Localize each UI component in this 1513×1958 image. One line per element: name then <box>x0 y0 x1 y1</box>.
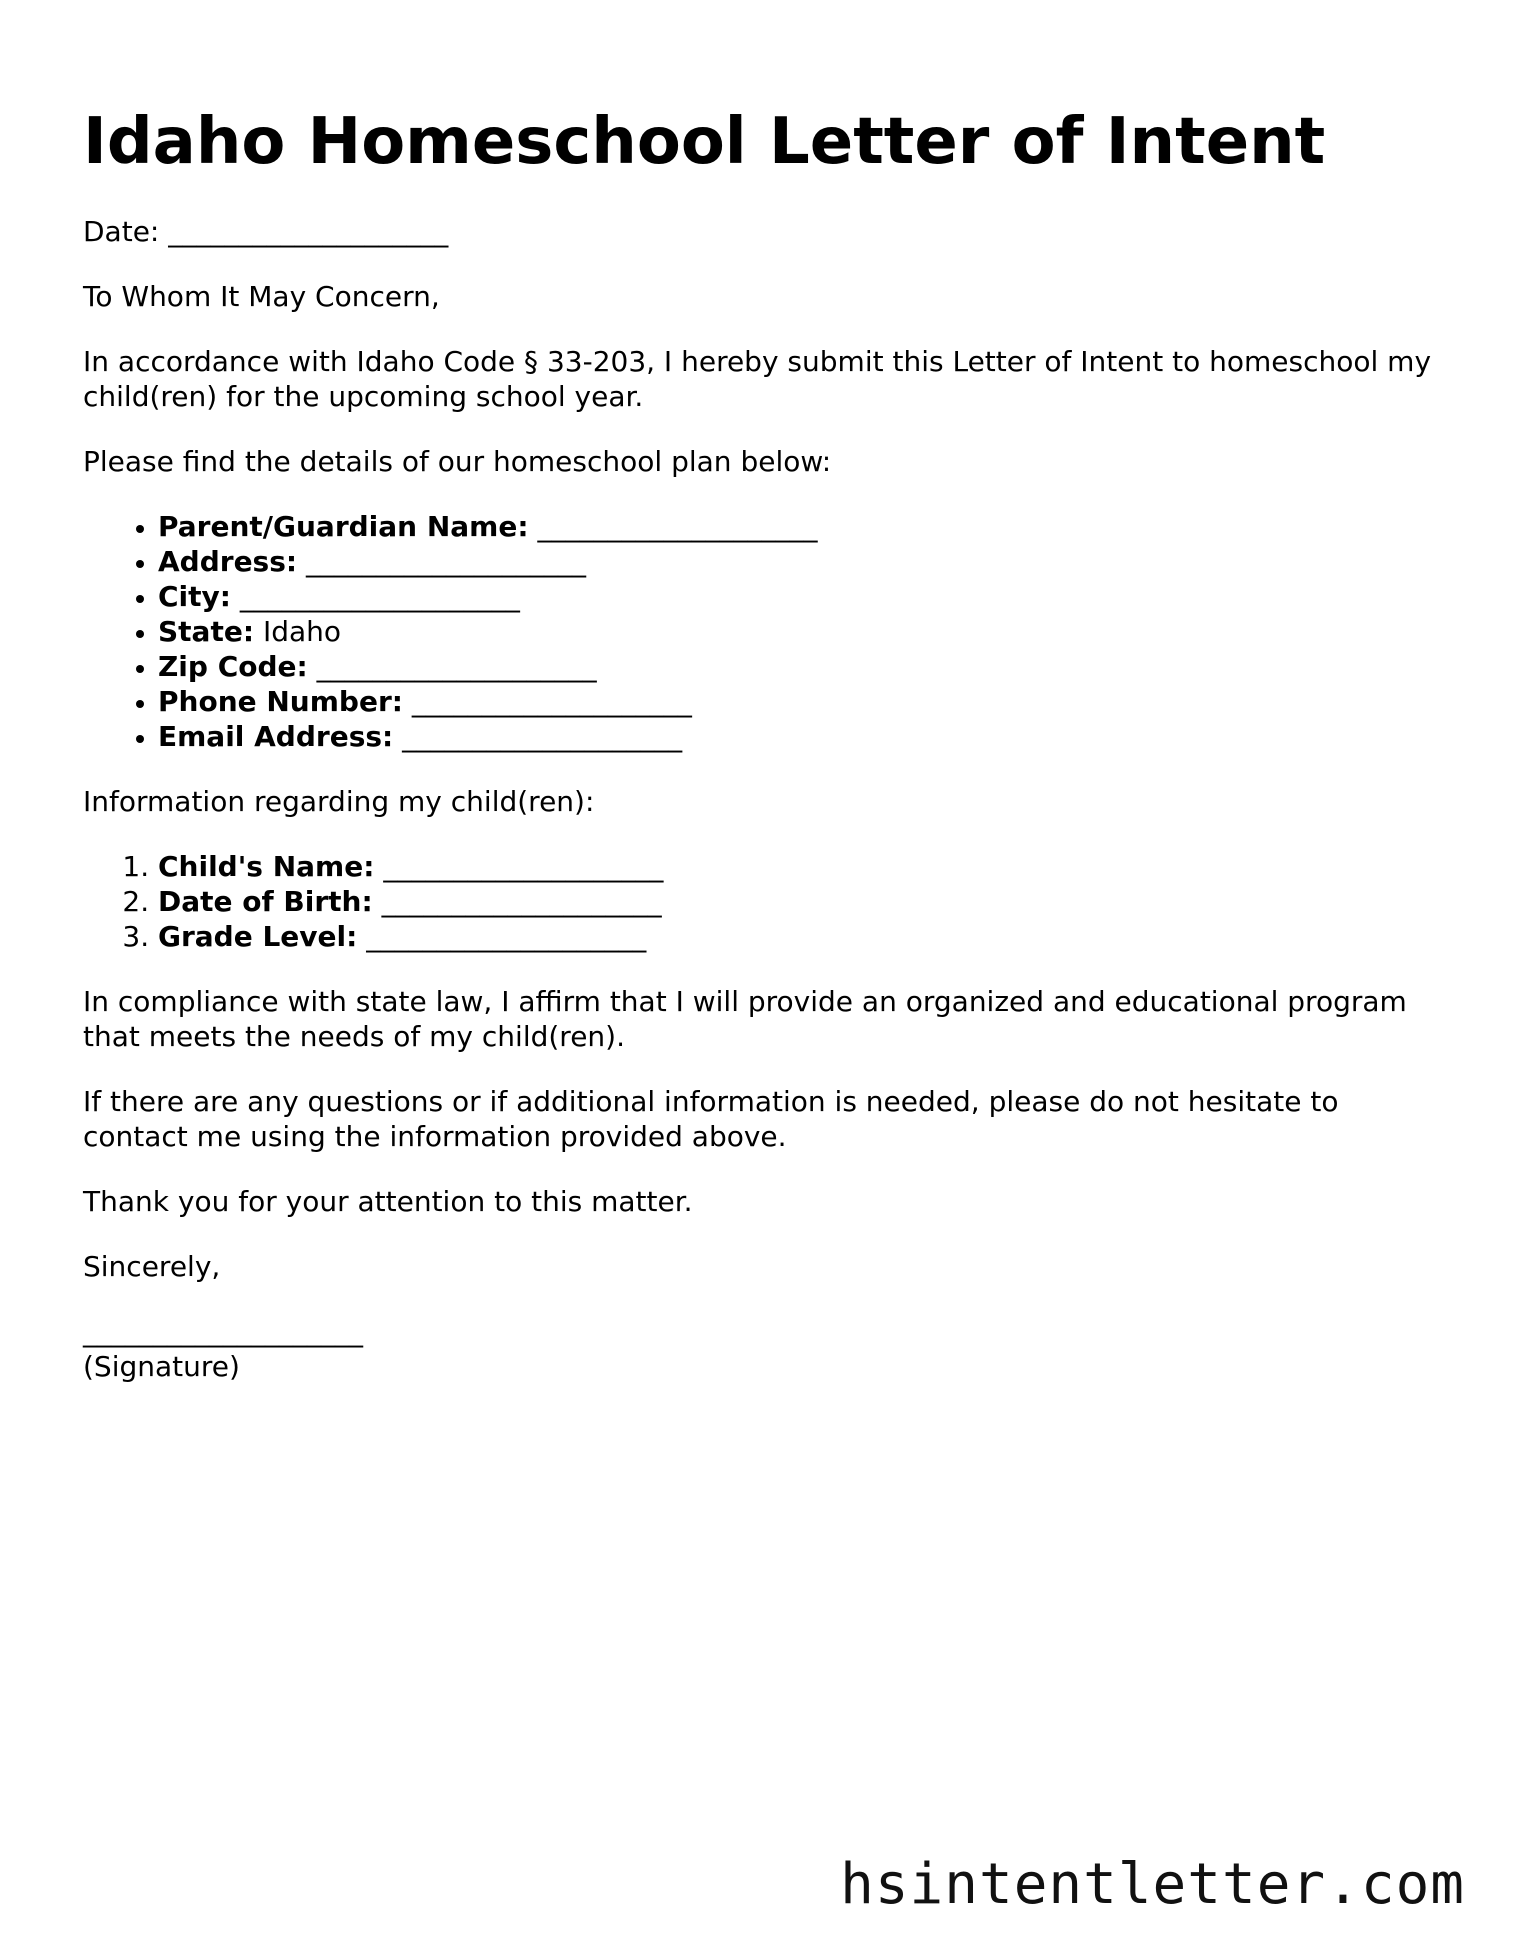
letter-body <box>83 214 1443 1384</box>
field-label: Date of Birth: <box>158 885 373 918</box>
field-value: ____________________ <box>383 850 664 883</box>
salutation: To Whom It May Concern, <box>83 280 440 313</box>
field-label: City: <box>158 580 231 613</box>
site-watermark: hsintentletter.com <box>840 1852 1465 1917</box>
list-item-zip-code <box>158 649 1443 684</box>
field-label: Parent/Guardian Name: <box>158 510 529 543</box>
compliance-paragraph: In compliance with state law, I affirm that I will provide an organized and educational program that meets the needs of my child(ren). <box>83 985 1407 1053</box>
field-label: Email Address: <box>158 720 394 753</box>
thanks-paragraph: Thank you for your attention to this matter. <box>83 1185 693 1218</box>
list-item-state <box>158 614 1443 649</box>
field-value: ____________________ <box>381 885 662 918</box>
list-item-grade-level <box>158 919 1443 954</box>
child-details-list <box>83 849 1443 954</box>
field-label: Child's Name: <box>158 850 375 883</box>
field-label: Zip Code: <box>158 650 308 683</box>
list-item-address <box>158 544 1443 579</box>
list-item-email-address <box>158 719 1443 754</box>
list-item-phone-number <box>158 684 1443 719</box>
field-value: Idaho <box>262 615 342 648</box>
field-value: ____________________ <box>366 920 647 953</box>
page-title: Idaho Homeschool Letter of Intent <box>83 105 1326 179</box>
field-label: Phone Number: <box>158 685 403 718</box>
children-intro: Information regarding my child(ren): <box>83 785 595 818</box>
list-item-parent-name <box>158 509 1443 544</box>
list-item-date-of-birth <box>158 884 1443 919</box>
field-value: ____________________ <box>306 545 586 578</box>
field-value: ____________________ <box>537 510 818 543</box>
field-value: ____________________ <box>239 580 520 613</box>
field-label: Grade Level: <box>158 920 358 953</box>
signature-label: (Signature) <box>83 1350 240 1383</box>
signature-block <box>83 1314 1443 1384</box>
field-value: ____________________ <box>316 650 597 683</box>
signature-line: ____________________ <box>83 1315 363 1348</box>
field-value: ____________________ <box>402 720 683 753</box>
list-item-child-name <box>158 849 1443 884</box>
questions-paragraph: If there are any questions or if additional information is needed, please do not hesitate to contact me using the information provided above. <box>83 1085 1339 1153</box>
date-line: Date: ____________________ <box>83 215 449 248</box>
field-label: State: <box>158 615 255 648</box>
plan-intro: Please find the details of our homeschool plan below: <box>83 445 832 478</box>
field-value: ____________________ <box>411 685 692 718</box>
list-item-city <box>158 579 1443 614</box>
closing: Sincerely, <box>83 1250 221 1283</box>
intro-paragraph: In accordance with Idaho Code § 33-203, I hereby submit this Letter of Intent to homeschool my child(ren) for the upcoming school year. <box>83 345 1432 413</box>
field-label: Address: <box>158 545 298 578</box>
plan-details-list <box>83 509 1443 754</box>
